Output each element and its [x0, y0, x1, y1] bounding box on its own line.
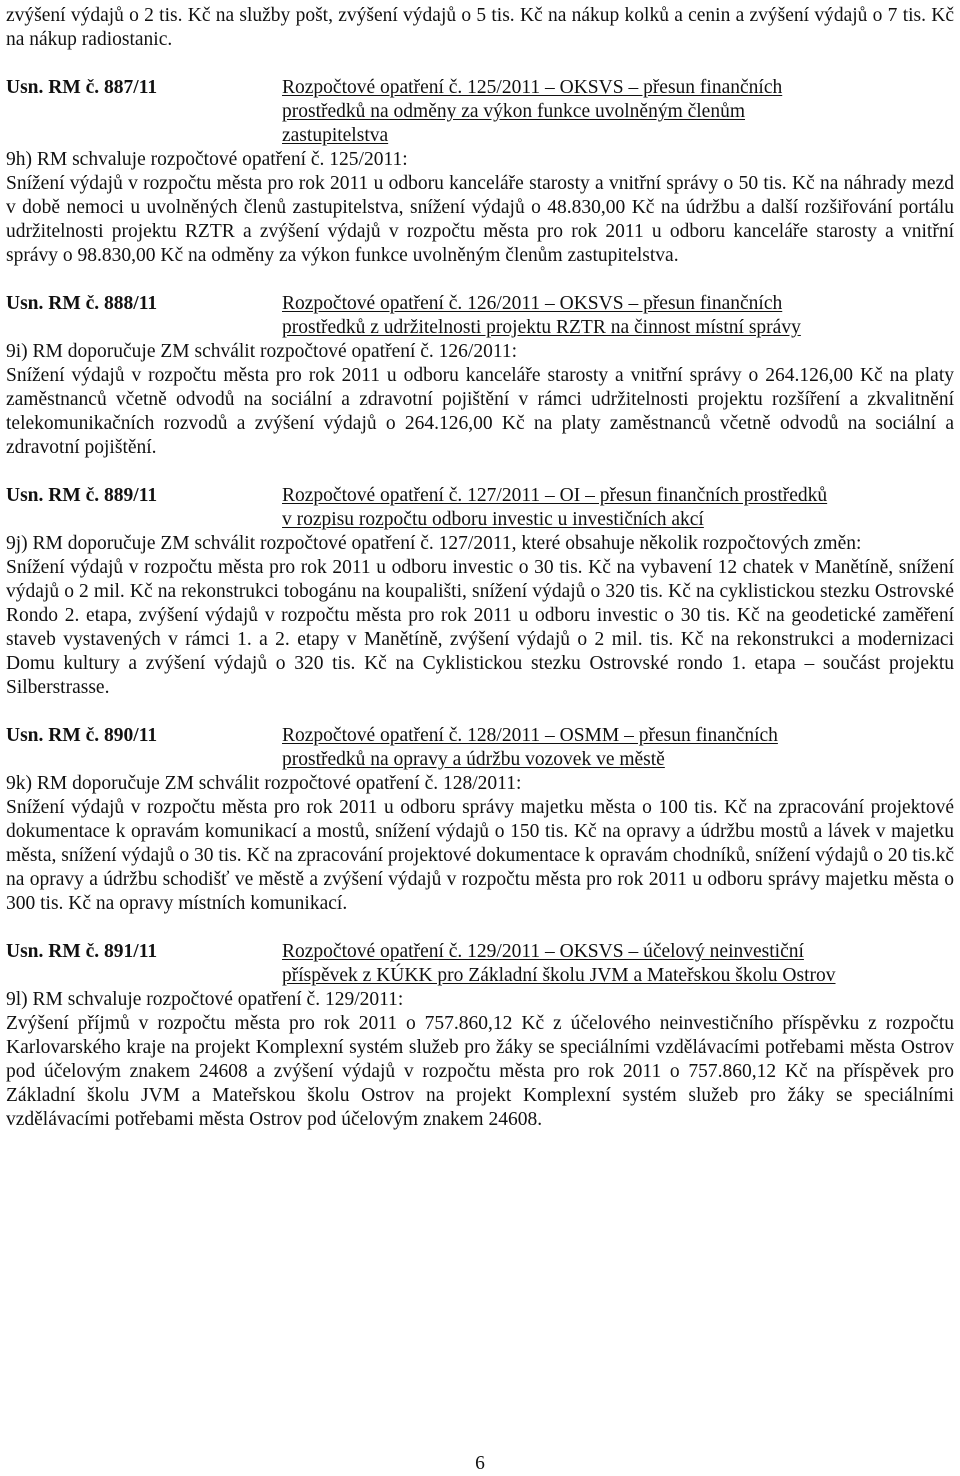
- title-line: příspěvek z KÚKK pro Základní školu JVM a Mateřskou školu Ostrov: [282, 965, 836, 986]
- resolution-body: Zvýšení příjmů v rozpočtu města pro rok 2011 o 757.860,12 Kč z účelového neinvestičního příspěvku z rozpočtu Karlovarského kraje na projekt Komplexní systém služeb pro žáky se speciálními vzdělávacími potřebami města Ostrov pod účelovým znakem 24608 a zvýšení výdajů v rozpočtu města pro rok 2011 o 757.860,12 Kč na příspěvek pro Základní školu JVM a Mateřskou školu Ostrov na projekt Komplexní systém služeb pro žáky se speciálními vzdělávacími potřebami města Ostrov pod účelovým znakem 24608.: [6, 1013, 954, 1130]
- spacer: [6, 460, 954, 484]
- resolution-section-891: [6, 940, 954, 1132]
- spacer: [6, 916, 954, 940]
- spacer: [6, 700, 954, 724]
- resolution-title: [282, 940, 954, 988]
- intro-paragraph: zvýšení výdajů o 2 tis. Kč na služby pošt, zvýšení výdajů o 5 tis. Kč na nákup kolků a cenin a zvýšení výdajů o 7 tis. Kč na nákup radiostanic.: [6, 5, 954, 50]
- resolution-section-889: [6, 484, 954, 700]
- resolution-statement: 9k) RM doporučuje ZM schválit rozpočtové opatření č. 128/2011:: [6, 773, 522, 794]
- resolution-heading: [6, 724, 954, 772]
- resolution-body: Snížení výdajů v rozpočtu města pro rok 2011 u odboru investic o 30 tis. Kč na vybavení 12 chatek v Manětíně, snížení výdajů o 2 mil. Kč na rekonstrukci tobogánu na koupališti, snížení výdajů o 320 tis. Kč na cyklistickou stezku Ostrovské Rondo 2. etapa, zvýšení výdajů v rozpočtu města pro rok 2011 u odboru investic o 30 tis. Kč na geodetické zaměření staveb vystavených v rámci 1. a 2. etapy v Manětíně, zvýšení výdajů o 2 mil. tis. Kč na rekonstrukci a modernizaci Domu kultury a zvýšení výdajů o 320 tis. Kč na Cyklistickou stezku Ostrovské rondo 1. etapa – součást projektu Silberstrasse.: [6, 557, 954, 698]
- resolution-statement: 9h) RM schvaluje rozpočtové opatření č. 125/2011:: [6, 149, 408, 170]
- resolution-number: Usn. RM č. 890/11: [6, 725, 158, 746]
- resolution-heading: [6, 76, 954, 148]
- resolution-number: Usn. RM č. 887/11: [6, 77, 158, 98]
- title-line: prostředků na odměny za výkon funkce uvolněným členům: [282, 101, 746, 122]
- resolution-body: Snížení výdajů v rozpočtu města pro rok 2011 u odboru kanceláře starosty a vnitřní správy o 50 tis. Kč na náhrady mezd v době nemoci u uvolněných členů zastupitelstva, snížení výdajů o 48.830,00 Kč na údržbu a další rozšiřování portálu udržitelnosti projektu RZTR a zvýšení výdajů v rozpočtu města pro rok 2011 u odboru kanceláře starosty a vnitřní správy o 98.830,00 Kč na odměny za výkon funkce uvolněným členům zastupitelstva.: [6, 173, 954, 266]
- title-line: Rozpočtové opatření č. 127/2011 – OI – přesun finančních prostředků: [282, 485, 828, 506]
- title-line: zastupitelstva: [282, 125, 389, 146]
- resolution-heading: [6, 484, 954, 532]
- resolution-statement: 9i) RM doporučuje ZM schválit rozpočtové opatření č. 126/2011:: [6, 341, 518, 362]
- resolution-section-887: [6, 76, 954, 268]
- page-number: 6: [475, 1453, 485, 1474]
- spacer: [6, 52, 954, 76]
- resolution-number: Usn. RM č. 889/11: [6, 485, 158, 506]
- resolution-section-890: [6, 724, 954, 916]
- title-line: prostředků z udržitelnosti projektu RZTR na činnost místní správy: [282, 317, 801, 338]
- resolution-heading: [6, 940, 954, 988]
- resolution-title: [282, 76, 954, 148]
- title-line: Rozpočtové opatření č. 125/2011 – OKSVS – přesun finančních: [282, 77, 783, 98]
- spacer: [6, 268, 954, 292]
- resolution-statement: 9j) RM doporučuje ZM schválit rozpočtové opatření č. 127/2011, které obsahuje několik rozpočtových změn:: [6, 533, 862, 554]
- title-line: Rozpočtové opatření č. 129/2011 – OKSVS – účelový neinvestiční: [282, 941, 804, 962]
- title-line: v rozpisu rozpočtu odboru investic u investičních akcí: [282, 509, 704, 530]
- resolution-title: [282, 484, 954, 532]
- resolution-heading: [6, 292, 954, 340]
- resolution-body: Snížení výdajů v rozpočtu města pro rok 2011 u odboru kanceláře starosty a vnitřní správy o 264.126,00 Kč na platy zaměstnanců včetně odvodů na sociální a zdravotní pojištění v rámci udržitelnosti projektu rozšíření a zkvalitnění telekomunikačních rozvodů a zvýšení výdajů o 264.126,00 Kč na platy zaměstnanců včetně odvodů na sociální a zdravotní pojištění.: [6, 365, 954, 458]
- resolution-statement: 9l) RM schvaluje rozpočtové opatření č. 129/2011:: [6, 989, 404, 1010]
- title-line: Rozpočtové opatření č. 128/2011 – OSMM – přesun finančních: [282, 725, 778, 746]
- document-page: [6, 4, 954, 1132]
- resolution-section-888: [6, 292, 954, 460]
- resolution-title: [282, 724, 954, 772]
- title-line: Rozpočtové opatření č. 126/2011 – OKSVS – přesun finančních: [282, 293, 783, 314]
- resolution-number: Usn. RM č. 888/11: [6, 293, 158, 314]
- resolution-title: [282, 292, 954, 340]
- resolution-body: Snížení výdajů v rozpočtu města pro rok 2011 u odboru správy majetku města o 100 tis. Kč na zpracování projektové dokumentace k opravám komunikací a mostů, snížení výdajů o 150 tis. Kč na opravy a údržbu mostů a lávek v majetku města, snížení výdajů o 30 tis. Kč na zpracování projektové dokumentace k opravám chodníků, snížení výdajů o 20 tis.kč na opravy a údržbu schodišť ve městě a zvýšení výdajů v rozpočtu města pro rok 2011 u odboru správy majetku města o 300 tis. Kč na opravy místních komunikací.: [6, 797, 954, 914]
- title-line: prostředků na opravy a údržbu vozovek ve městě: [282, 749, 665, 770]
- resolution-number: Usn. RM č. 891/11: [6, 941, 158, 962]
